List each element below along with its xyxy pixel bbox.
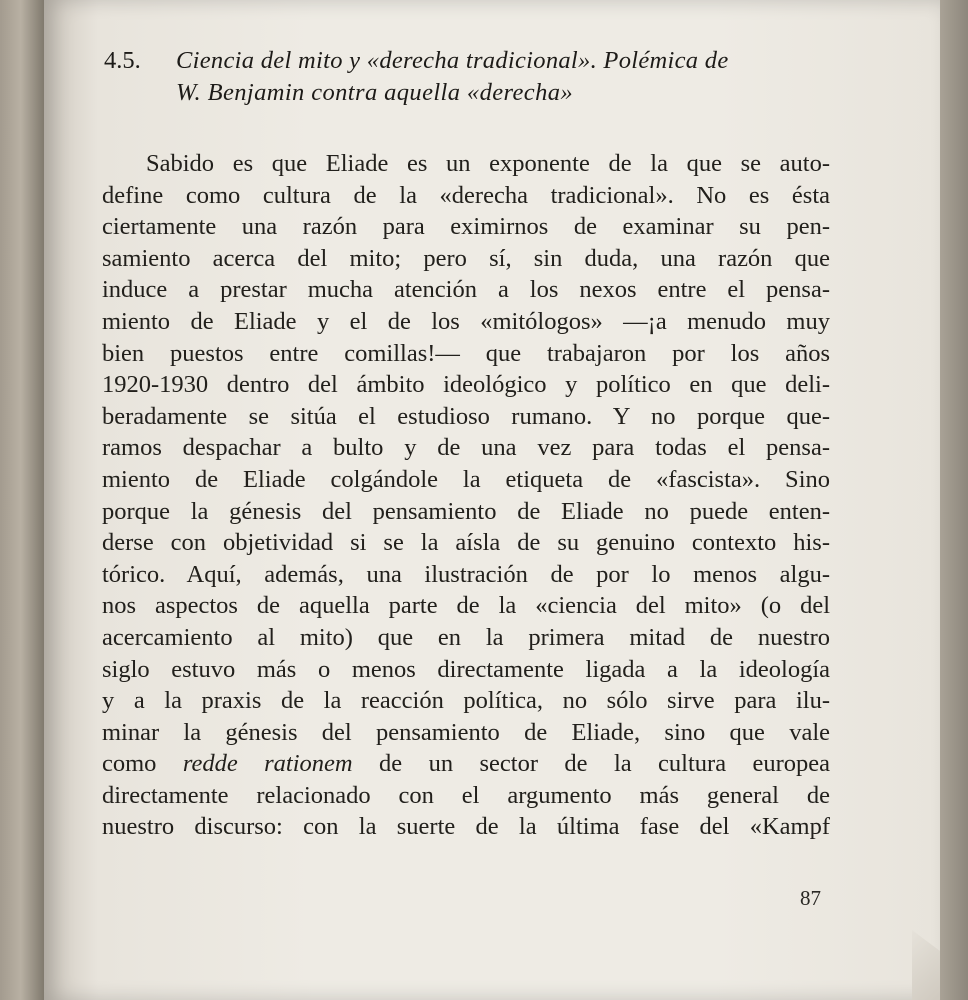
- section-title-line-1: Ciencia del mito y «derecha tradicional». Polémica de: [176, 47, 729, 74]
- text-line: 1920-1930 dentro del ámbito ideológico y político en que deli-: [102, 371, 830, 399]
- text-line: directamente relacionado con el argumento más general de: [102, 781, 830, 809]
- text-line: nuestro discurso: con la suerte de la última fase del «Kampf: [102, 813, 830, 841]
- section-title-line-2: W. Benjamin contra aquella «derecha»: [176, 79, 574, 106]
- facing-page-edge: [0, 0, 46, 1000]
- section-number: 4.5.: [104, 47, 141, 74]
- text-line: ciertamente una razón para eximirnos de examinar su pen-: [102, 213, 830, 241]
- text-line: bien puestos entre comillas!— que trabajaron por los años: [102, 339, 830, 367]
- text-line: samiento acerca del mito; pero sí, sin duda, una razón que: [102, 244, 830, 272]
- text-line: miento de Eliade colgándole la etiqueta de «fascista». Sino: [102, 465, 830, 493]
- text-line: siglo estuvo más o menos directamente ligada a la ideología: [102, 655, 830, 683]
- text-line: miento de Eliade y el de los «mitólogos» —¡a menudo muy: [102, 307, 830, 335]
- text-line: acercamiento al mito) que en la primera mitad de nuestro: [102, 623, 830, 651]
- text-run: como: [102, 750, 157, 778]
- text-line: Sabido es que Eliade es un exponente de la que se auto-: [146, 150, 830, 177]
- italic-phrase: redde rationem: [182, 750, 353, 778]
- text-run: de un sector de la cultura europea: [379, 750, 830, 778]
- text-line: derse con objetividad si se la aísla de su genuino contexto his-: [102, 529, 830, 557]
- text-line-with-italic: [102, 748, 830, 780]
- text-line: y a la praxis de la reacción política, no sólo sirve para ilu-: [102, 687, 830, 715]
- text-line: nos aspectos de aquella parte de la «ciencia del mito» (o del: [102, 592, 830, 620]
- text-line: ramos despachar a bulto y de una vez para todas el pensa-: [102, 434, 830, 462]
- text-line: tórico. Aquí, además, una ilustración de por lo menos algu-: [102, 560, 830, 588]
- text-line: porque la génesis del pensamiento de Eliade no puede enten-: [102, 497, 830, 525]
- text-line: beradamente se sitúa el estudioso rumano. Y no porque que-: [102, 402, 830, 430]
- text-line: minar la génesis del pensamiento de Eliade, sino que vale: [102, 718, 830, 746]
- text-line: induce a prestar mucha atención a los nexos entre el pensa-: [102, 276, 830, 304]
- page-number: 87: [800, 886, 821, 910]
- text-line: define como cultura de la «derecha tradicional». No es ésta: [102, 181, 830, 209]
- page-edge-right: [940, 0, 968, 1000]
- body-paragraph: [102, 148, 830, 843]
